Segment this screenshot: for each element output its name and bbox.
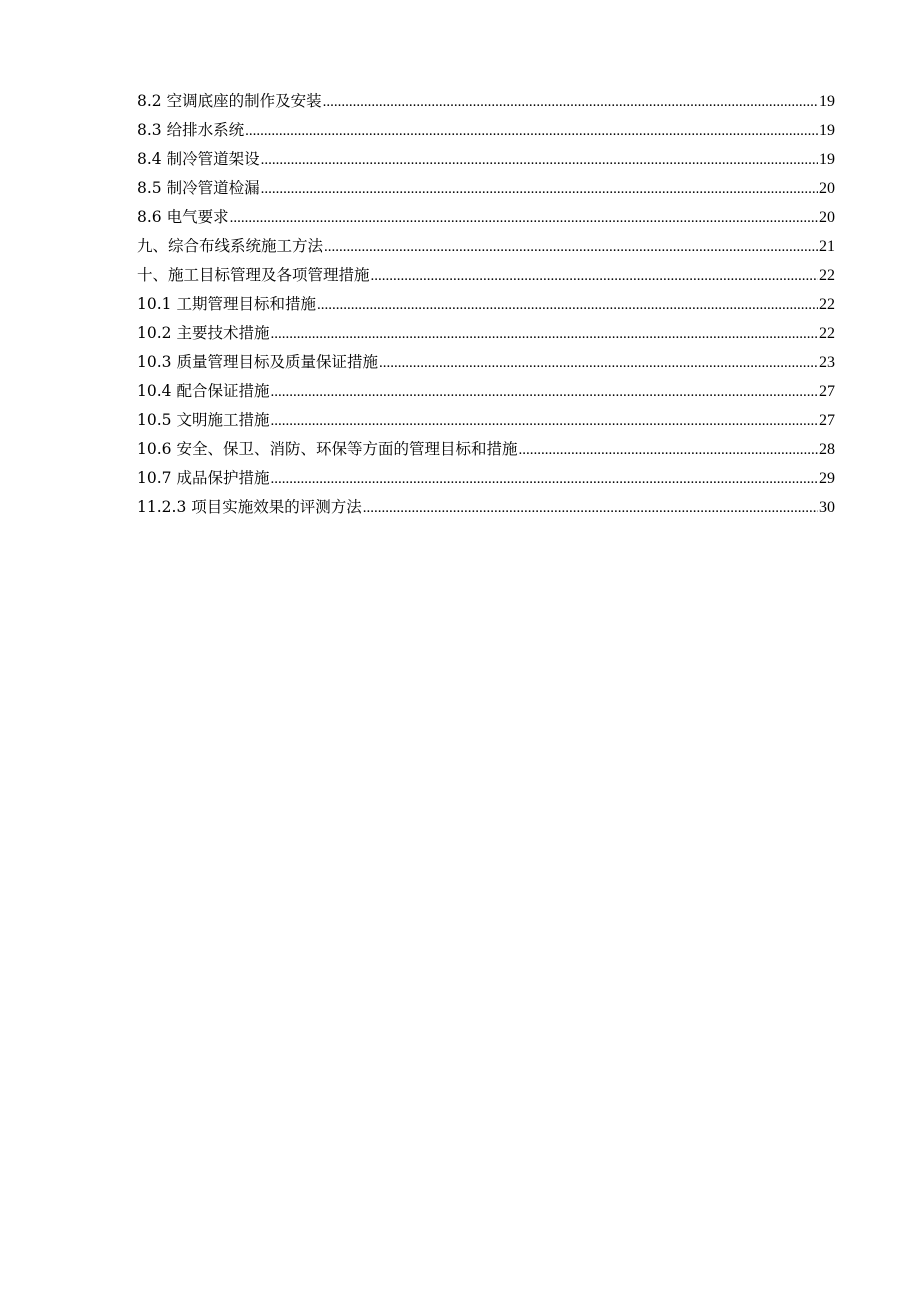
toc-dot-leader — [245, 117, 818, 146]
toc-dot-leader — [518, 436, 818, 465]
toc-entry-10-6[interactable] — [137, 435, 835, 464]
toc-entry-title: 10.2 主要技术措施 — [137, 324, 270, 342]
toc-entry-title: 九、综合布线系统施工方法 — [137, 237, 324, 255]
toc-entry-title: 10.6 安全、保卫、消防、环保等方面的管理目标和措施 — [137, 440, 518, 458]
toc-entry-page: 22 — [819, 325, 835, 342]
toc-entry-10[interactable] — [137, 261, 835, 290]
toc-dot-leader — [270, 320, 818, 349]
toc-dot-leader — [270, 407, 818, 436]
toc-entry-title: 8.5 制冷管道检漏 — [137, 179, 260, 197]
toc-entry-title: 十、施工目标管理及各项管理措施 — [137, 266, 370, 284]
toc-entry-page: 19 — [819, 93, 835, 110]
toc-entry-title: 10.7 成品保护措施 — [137, 469, 270, 487]
toc-entry-page: 28 — [819, 441, 835, 458]
toc-entry-title: 10.1 工期管理目标和措施 — [137, 295, 316, 313]
toc-entry-page: 29 — [819, 470, 835, 487]
toc-entry-page: 23 — [819, 354, 835, 371]
toc-entry-page: 27 — [819, 412, 835, 429]
toc-entry-title: 8.3 给排水系统 — [137, 121, 245, 139]
toc-entry-page: 19 — [819, 122, 835, 139]
toc-entry-10-2[interactable] — [137, 319, 835, 348]
toc-dot-leader — [317, 291, 818, 320]
toc-entry-10-7[interactable] — [137, 464, 835, 493]
toc-entry-page: 27 — [819, 383, 835, 400]
toc-entry-title: 8.4 制冷管道架设 — [137, 150, 260, 168]
toc-entry-10-4[interactable] — [137, 377, 835, 406]
table-of-contents — [137, 87, 835, 522]
toc-dot-leader — [324, 233, 818, 262]
toc-dot-leader — [261, 146, 818, 175]
toc-entry-10-1[interactable] — [137, 290, 835, 319]
toc-entry-page: 20 — [819, 180, 835, 197]
toc-entry-title: 10.3 质量管理目标及质量保证措施 — [137, 353, 378, 371]
toc-entry-8-5[interactable] — [137, 174, 835, 203]
toc-entry-page: 22 — [819, 267, 835, 284]
toc-entry-8-3[interactable] — [137, 116, 835, 145]
toc-entry-title: 8.2 空调底座的制作及安装 — [137, 92, 322, 110]
toc-dot-leader — [371, 262, 818, 291]
toc-entry-page: 19 — [819, 151, 835, 168]
toc-dot-leader — [230, 204, 818, 233]
toc-dot-leader — [270, 465, 818, 494]
toc-entry-8-6[interactable] — [137, 203, 835, 232]
toc-entry-page: 22 — [819, 296, 835, 313]
toc-dot-leader — [270, 378, 818, 407]
toc-entry-title: 11.2.3 项目实施效果的评测方法 — [137, 498, 362, 516]
toc-entry-page: 20 — [819, 209, 835, 226]
toc-entry-9[interactable] — [137, 232, 835, 261]
toc-entry-title: 8.6 电气要求 — [137, 208, 229, 226]
toc-dot-leader — [363, 494, 818, 523]
toc-entry-10-5[interactable] — [137, 406, 835, 435]
toc-dot-leader — [323, 88, 818, 117]
toc-dot-leader — [261, 175, 818, 204]
toc-dot-leader — [379, 349, 818, 378]
toc-entry-8-2[interactable] — [137, 87, 835, 116]
toc-entry-8-4[interactable] — [137, 145, 835, 174]
toc-entry-11-2-3[interactable] — [137, 493, 835, 522]
toc-entry-page: 30 — [819, 499, 835, 516]
toc-entry-title: 10.5 文明施工措施 — [137, 411, 270, 429]
toc-entry-title: 10.4 配合保证措施 — [137, 382, 270, 400]
toc-entry-page: 21 — [819, 238, 835, 255]
toc-entry-10-3[interactable] — [137, 348, 835, 377]
